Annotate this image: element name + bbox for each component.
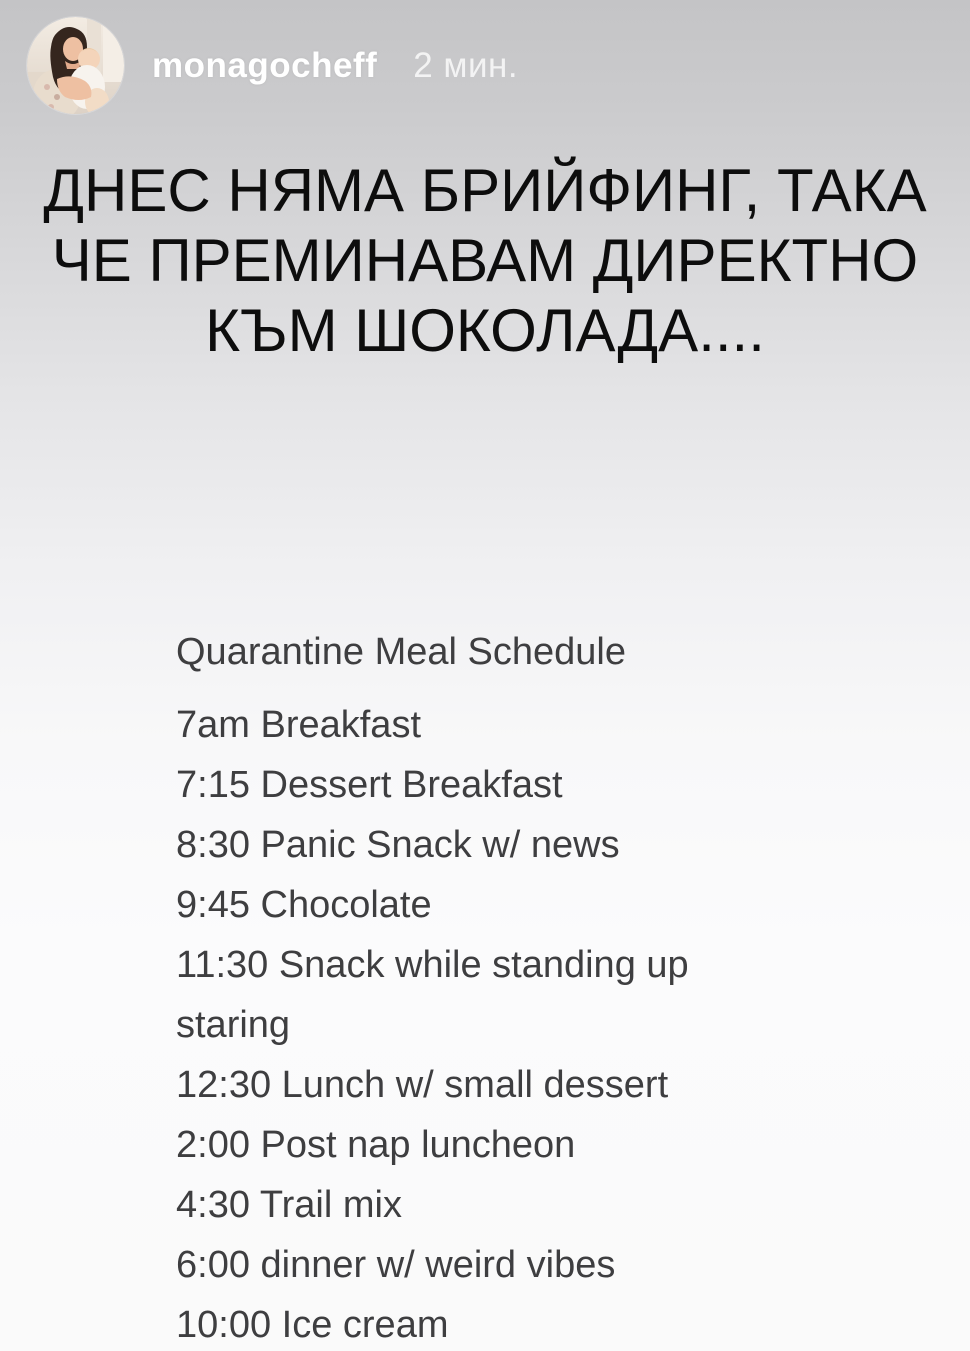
meal-schedule-item: 11:30 Snack while standing up xyxy=(176,944,689,986)
story-caption xyxy=(0,156,970,366)
story-header xyxy=(0,0,970,130)
story-timestamp: 2 мин. xyxy=(413,46,519,85)
meal-schedule-item: 12:30 Lunch w/ small dessert xyxy=(176,1064,669,1106)
meal-schedule-item: 4:30 Trail mix xyxy=(176,1184,402,1226)
avatar[interactable] xyxy=(27,17,124,114)
meal-schedule-item: 8:30 Panic Snack w/ news xyxy=(176,824,620,866)
avatar-illustration xyxy=(27,17,124,114)
meal-schedule-title: Quarantine Meal Schedule xyxy=(176,631,626,673)
meal-schedule-item: 9:45 Chocolate xyxy=(176,884,432,926)
caption-line: КЪМ ШОКОЛАДА.... xyxy=(205,297,765,364)
meal-schedule-item: 6:00 dinner w/ weird vibes xyxy=(176,1244,616,1286)
meal-schedule-item: 7am Breakfast xyxy=(176,704,421,746)
caption-line: ДНЕС НЯМА БРИЙФИНГ, ТАКА xyxy=(43,157,927,224)
meal-schedule-item: 10:00 Ice cream xyxy=(176,1304,449,1346)
meal-schedule-item: 7:15 Dessert Breakfast xyxy=(176,764,563,806)
meal-schedule-item-wrap: staring xyxy=(176,1004,291,1046)
meal-schedule-item: 2:00 Post nap luncheon xyxy=(176,1124,576,1166)
username[interactable]: monagocheff xyxy=(152,46,378,85)
meal-schedule xyxy=(176,622,816,1351)
caption-line: ЧЕ ПРЕМИНАВАМ ДИРЕКТНО xyxy=(51,227,919,294)
